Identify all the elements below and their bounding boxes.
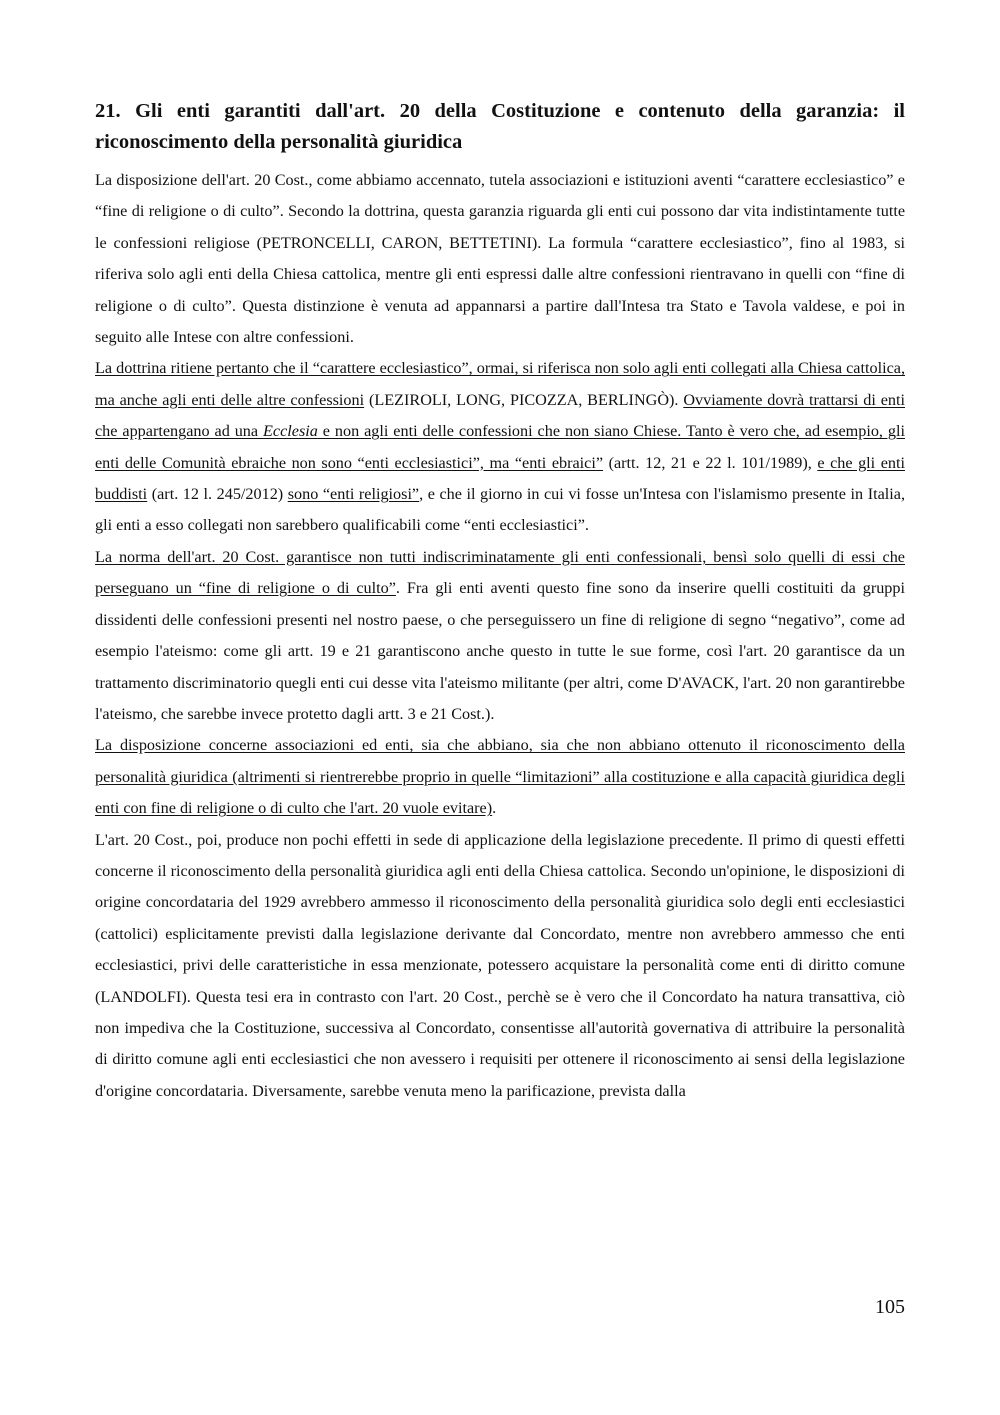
paragraph-5: L'art. 20 Cost., poi, produce non pochi effetti in sede di applicazione della legislazione precedente. Il primo di questi effetti concerne il riconoscimento della personalità giuridica agli enti della Chiesa cattolica. Secondo un'opinione, le disposizioni di origine concordataria del 1929 avrebbero ammesso il riconoscimento della personalità giuridica solo degli enti ecclesiastici (cattolici) esplicitamente previsti dalla legislazione derivante dal Concordato, mentre non avrebbero ammesso che enti ecclesiastici, privi delle caratteristiche in essa menzionate, potessero acquistare la personalità come enti di diritto comune (LANDOLFI). Questa tesi era in contrasto con l'art. 20 Cost., perchè se è vero che il Concordato ha natura transattiva, ciò non impediva che la Costituzione, successiva al Concordato, consentisse all'autorità governativa di attribuire la personalità di diritto comune agli enti ecclesiastici che non avessero i requisiti per ottenere il riconoscimento ai sensi della legislazione d'origine concordataria. Diversamente, sarebbe venuta meno la parificazione, prevista dalla bbox=[95, 830, 905, 1100]
text-span: (artt. 12, 21 e 22 l. 101/1989), bbox=[603, 453, 818, 472]
text-span: . Fra gli enti aventi questo fine sono da inserire quelli costituiti da gruppi dissidenti delle confessioni presenti nel nostro paese, o che perseguissero un fine di religione di segno “negativo”, come ad esempio l'ateismo: come gli artt. 19 e 21 garantiscono anche questo in tutte le sue forme, così l'art. 20 garantisce da un trattamento discriminatorio quegli enti cui desse vita l'ateismo militante (per altri, come D'AVACK, l'art. 20 non garantirebbe l'ateismo, che sarebbe invece protetto dagli artt. 3 e 21 Cost.). bbox=[95, 579, 905, 723]
text-span: , e che il giorno in cui vi fosse un'Intesa con l'islamismo presente in Italia, gli enti a esso collegati non sarebbero qualificabili come “enti ecclesiastici”. bbox=[95, 485, 905, 535]
text-span: (art. 12 l. 245/2012) bbox=[147, 485, 288, 504]
italic-underlined-text: Ecclesia bbox=[263, 422, 318, 441]
body-text bbox=[95, 165, 905, 1107]
underlined-text: La norma dell'art. 20 Cost. garantisce non tutti indiscriminatamente gli enti confessionali, bensì solo quelli di essi che perseguano un “fine di religione o di culto” bbox=[95, 547, 905, 598]
paragraph-1: La disposizione dell'art. 20 Cost., come abbiamo accennato, tutela associazioni e istituzioni aventi “carattere ecclesiastico” e “fine di religione o di culto”. Secondo la dottrina, questa garanzia riguarda gli enti cui possono dar vita indistintamente tutte le confessioni religiose (PETRONCELLI, CARON, BETTETINI). La formula “carattere ecclesiastico”, fino al 1983, si riferiva solo agli enti della Chiesa cattolica, mentre gli enti espressi dalle altre confessioni rientravano in quelli con “fine di religione o di culto”. Questa distinzione è venuta ad appannarsi a partire dall'Intesa tra Stato e Tavola valdese, e poi in seguito alle Intese con altre confessioni. bbox=[95, 171, 905, 347]
text-span: . bbox=[492, 799, 497, 818]
text-span: (LEZIROLI, LONG, PICOZZA, BERLINGÒ). bbox=[364, 390, 684, 409]
page-number: 105 bbox=[875, 1296, 905, 1318]
underlined-text: La disposizione concerne associazioni ed enti, sia che abbiano, sia che non abbiano ottenuto il riconoscimento della personalità giuridica (altrimenti si rientrerebbe proprio in quelle “limitazioni” alla costituzione e alla capacità giuridica degli enti con fine di religione o di culto che l'art. 20 vuole evitare) bbox=[95, 736, 905, 818]
underlined-text: e che gli enti buddisti bbox=[95, 453, 905, 504]
underlined-text: sono “enti religiosi” bbox=[287, 485, 420, 504]
underlined-text: La dottrina ritiene pertanto che il “carattere ecclesiastico”, ormai, si riferisca non solo agli enti collegati alla Chiesa cattolica, ma anche agli enti delle altre confessioni bbox=[95, 359, 905, 409]
paragraph-2 bbox=[95, 353, 905, 541]
paragraph-3 bbox=[95, 542, 905, 730]
underlined-text: e non agli enti delle confessioni che non siano Chiese. Tanto è vero che, ad esempio, gli enti delle Comunità ebraiche non sono “enti ecclesiastici”, ma “enti ebraici” bbox=[95, 422, 905, 472]
section-heading: 21. Gli enti garantiti dall'art. 20 della Costituzione e contenuto della garanzia: il riconoscimento della personalità giuridica bbox=[95, 100, 905, 153]
paragraph-4 bbox=[95, 730, 905, 824]
underlined-text: Ovviamente dovrà trattarsi di enti che appartengano ad una bbox=[95, 390, 905, 441]
